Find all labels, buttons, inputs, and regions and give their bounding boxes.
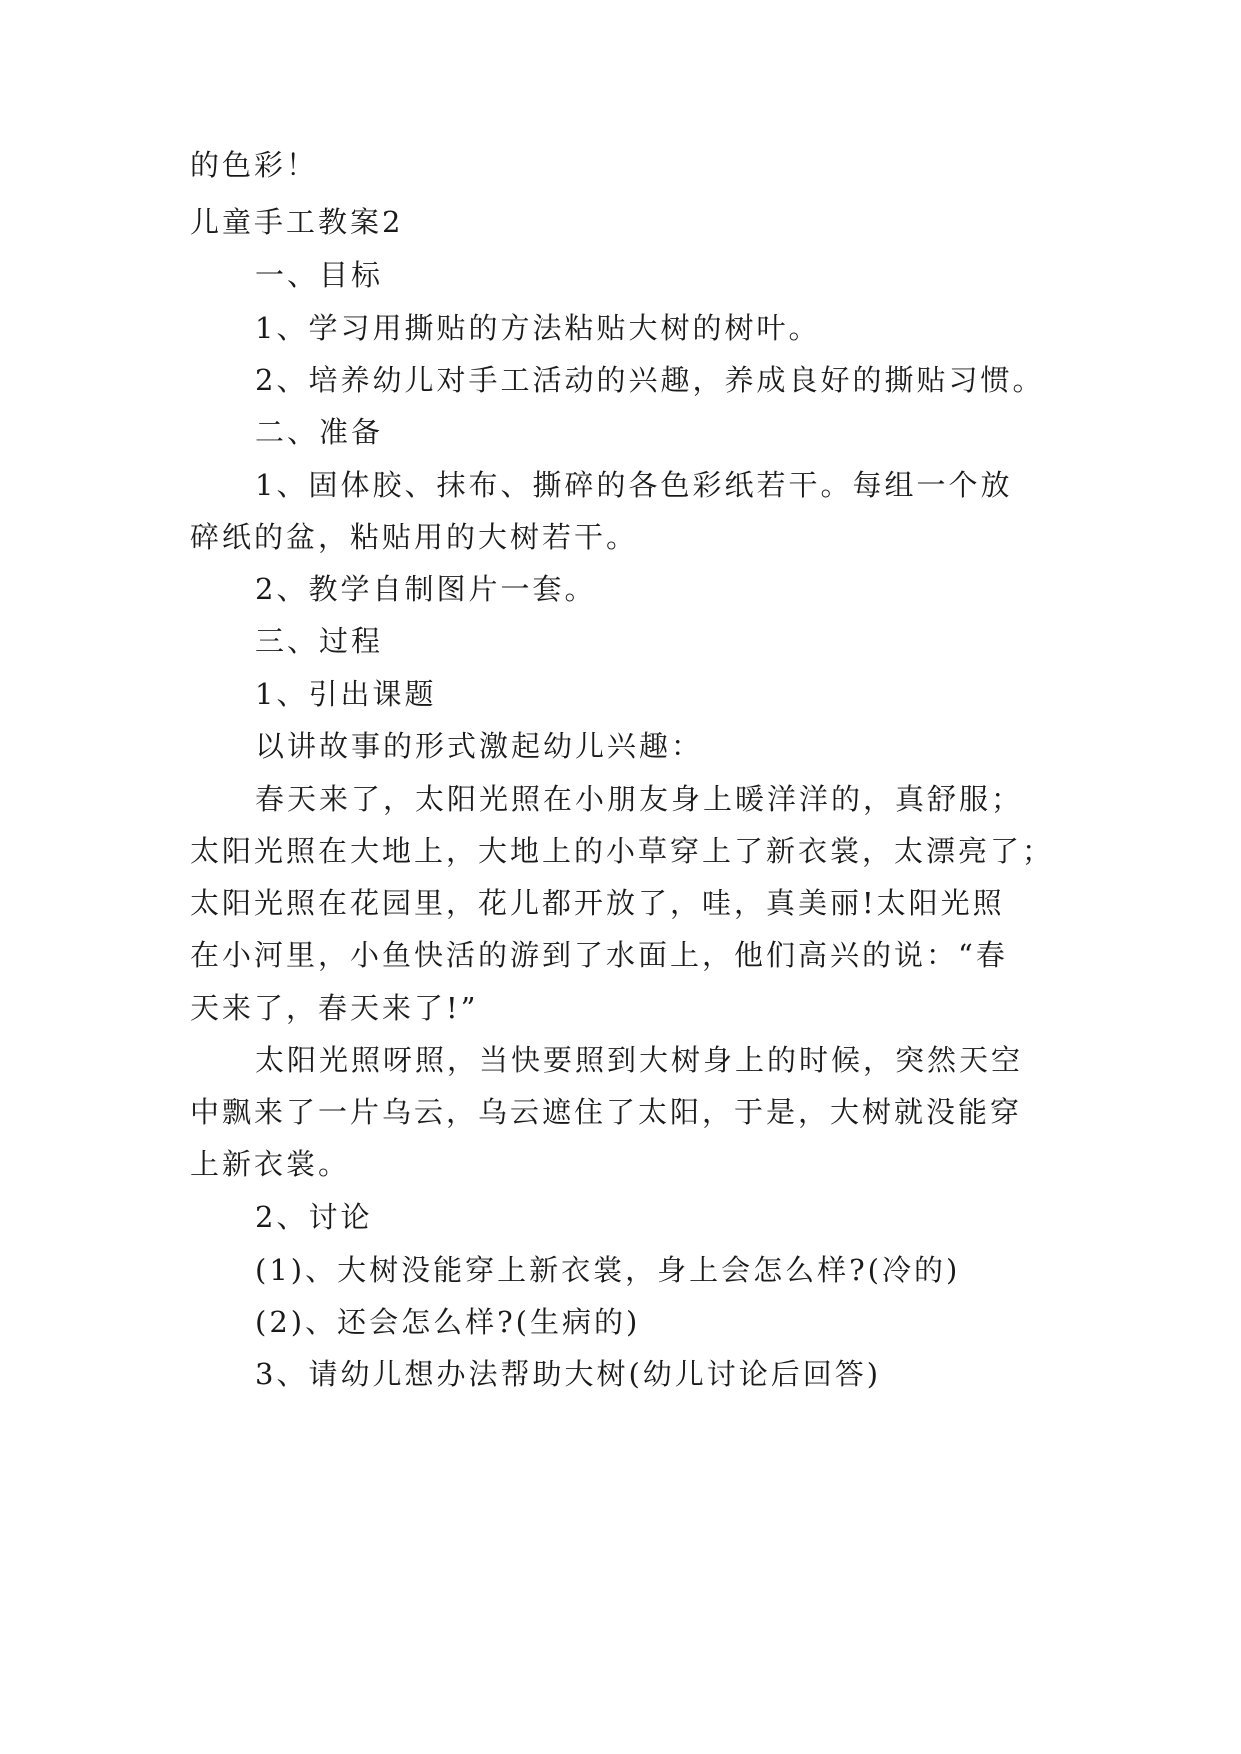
text-line: 太阳光照在花园里，花儿都开放了，哇，真美丽!太阳光照 xyxy=(190,886,1005,920)
subsection-heading: 二、准备 xyxy=(255,415,384,449)
text-line: 在小河里，小鱼快活的游到了水面上，他们高兴的说：“春 xyxy=(190,938,1008,972)
text-line: 2、培养幼儿对手工活动的兴趣，养成良好的撕贴习惯。 xyxy=(255,363,1045,397)
subsection-heading: 一、目标 xyxy=(255,258,384,292)
text-line: 2、教学自制图片一套。 xyxy=(255,572,597,606)
text-line: 3、请幼儿想办法帮助大树(幼儿讨论后回答) xyxy=(255,1357,882,1391)
text-line: 太阳光照呀照，当快要照到大树身上的时候，突然天空 xyxy=(255,1043,1024,1077)
text-line: 天来了，春天来了!” xyxy=(190,991,479,1025)
section-heading: 儿童手工教案2 xyxy=(190,205,404,239)
text-line: 1、引出课题 xyxy=(255,677,437,711)
text-line: 碎纸的盆，粘贴用的大树若干。 xyxy=(190,520,639,554)
text-line: 上新衣裳。 xyxy=(190,1147,351,1181)
text-line: 1、固体胶、抹布、撕碎的各色彩纸若干。每组一个放 xyxy=(255,468,1013,502)
text-line: 中飘来了一片乌云，乌云遮住了太阳，于是，大树就没能穿 xyxy=(190,1095,1023,1129)
text-line: (1)、大树没能穿上新衣裳，身上会怎么样?(冷的) xyxy=(255,1253,961,1287)
text-line: 2、讨论 xyxy=(255,1200,373,1234)
text-line: 太阳光照在大地上，大地上的小草穿上了新衣裳，太漂亮了； xyxy=(190,834,1055,868)
text-line: 1、学习用撕贴的方法粘贴大树的树叶。 xyxy=(255,311,821,345)
text-line: 春天来了，太阳光照在小朋友身上暖洋洋的，真舒服； xyxy=(255,782,1024,816)
text-line: 的色彩！ xyxy=(190,148,319,182)
subsection-heading: 三、过程 xyxy=(255,624,384,658)
text-line: (2)、还会怎么样?(生病的) xyxy=(255,1305,641,1339)
text-line: 以讲故事的形式激起幼儿兴趣： xyxy=(255,729,704,763)
